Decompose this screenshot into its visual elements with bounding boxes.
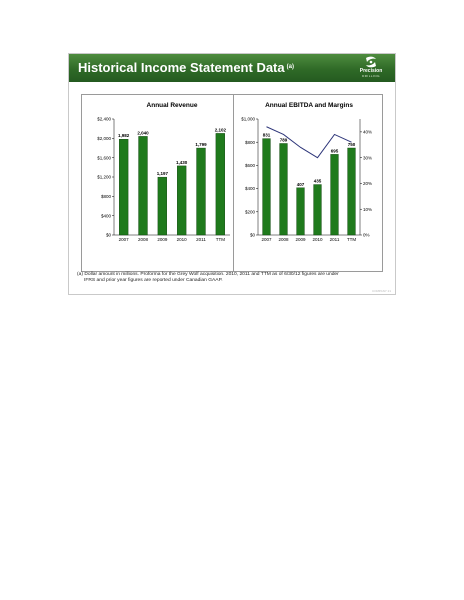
ebitda-margin-chart <box>234 95 382 271</box>
revenue-title: Annual Revenue <box>146 102 198 109</box>
revenue-bar-label: 2,102 <box>214 127 226 133</box>
revenue-bar <box>139 136 148 235</box>
ebitda-x-tick-label: 2007 <box>261 237 272 242</box>
title-banner <box>69 54 395 82</box>
revenue-bar-label: 1,430 <box>176 159 188 165</box>
logo-subtitle: DRILLING <box>362 74 380 78</box>
revenue-y-tick-label: $2,000 <box>97 135 111 141</box>
ebitda-bar-label: 750 <box>347 142 356 147</box>
revenue-x-tick-label: 2009 <box>157 237 168 242</box>
slide-title-footnote-marker: (a) <box>286 64 294 70</box>
revenue-x-tick-label: 2008 <box>137 237 149 242</box>
ebitda-bar <box>263 139 271 235</box>
footnote-line-2: IFRS and prior year figures are reported under Canadian GAAP. <box>84 278 223 284</box>
revenue-bar-label: 1,982 <box>118 133 130 139</box>
revenue-x-tick-label: 2010 <box>176 237 187 242</box>
revenue-chart-panel <box>81 94 237 272</box>
footnote <box>77 272 389 285</box>
ebitda-bar <box>348 148 356 235</box>
revenue-bar-label: 2,040 <box>137 130 149 136</box>
slide-title <box>78 60 294 75</box>
revenue-bar <box>177 166 186 235</box>
logo-mark-icon <box>364 56 378 68</box>
revenue-bar-label: 1,799 <box>195 142 207 148</box>
ebitda-y-tick-label: $1,000 <box>241 116 255 122</box>
footnote-line-1: (a) Dollar amount in millions. Proforma for the Grey Wolf acquisition. 2010, 2011 and TTM as of 6/30/12 figures are under <box>77 272 339 277</box>
slide <box>68 53 396 295</box>
ebitda-bar <box>280 143 288 235</box>
revenue-x-tick-label: 2011 <box>196 237 206 242</box>
ebitda-chart-panel <box>233 94 383 272</box>
revenue-bar-label: 1,197 <box>156 171 168 177</box>
slide-title-text: Historical Income Statement Data <box>78 60 285 75</box>
revenue-bar <box>216 133 225 235</box>
ebitda-x-tick-label: 2009 <box>295 237 306 242</box>
revenue-bar <box>197 148 206 235</box>
ebitda-bar <box>297 188 305 235</box>
logo-name: Precision <box>359 68 383 74</box>
revenue-y-tick-label: $800 <box>100 193 111 199</box>
ebitda-y2-tick-label: 0% <box>363 232 370 238</box>
company-logo <box>353 56 389 80</box>
ebitda-bar-label: 435 <box>313 178 322 184</box>
ebitda-y-tick-label: $600 <box>244 163 255 168</box>
page-number: COMPANY 21 <box>371 289 391 293</box>
revenue-y-tick-label: $1,600 <box>97 155 111 161</box>
ebitda-x-tick-label: 2010 <box>312 237 323 242</box>
ebitda-y-tick-label: $200 <box>244 209 255 215</box>
ebitda-y-tick-label: $400 <box>244 186 255 192</box>
revenue-y-tick-label: $1,200 <box>97 174 111 180</box>
ebitda-bar <box>314 185 322 235</box>
ebitda-bar-label: 407 <box>296 181 305 187</box>
ebitda-x-tick-label: TTM <box>346 237 357 242</box>
ebitda-y-tick-label: $0 <box>249 232 255 238</box>
revenue-bar <box>119 139 128 235</box>
revenue-x-tick-label: TTM <box>215 237 225 242</box>
ebitda-y2-tick-label: 20% <box>363 181 373 187</box>
ebitda-y2-tick-label: 40% <box>363 129 373 135</box>
ebitda-title: Annual EBITDA and Margins <box>265 102 353 109</box>
ebitda-x-tick-label: 2011 <box>329 237 340 242</box>
revenue-bar <box>158 177 167 235</box>
ebitda-y-tick-label: $800 <box>244 139 255 145</box>
ebitda-bar-label: 789 <box>279 137 288 143</box>
revenue-chart <box>82 95 236 271</box>
ebitda-bar-label: 695 <box>330 148 339 154</box>
revenue-x-tick-label: 2007 <box>118 237 129 242</box>
ebitda-x-tick-label: 2008 <box>278 237 289 242</box>
ebitda-y2-tick-label: 30% <box>363 155 373 161</box>
revenue-y-tick-label: $2,400 <box>97 116 111 122</box>
ebitda-bar <box>331 154 339 235</box>
ebitda-y2-tick-label: 10% <box>363 206 373 212</box>
revenue-y-tick-label: $400 <box>100 213 111 219</box>
ebitda-bar-label: 831 <box>262 132 271 138</box>
revenue-y-tick-label: $0 <box>105 232 111 238</box>
